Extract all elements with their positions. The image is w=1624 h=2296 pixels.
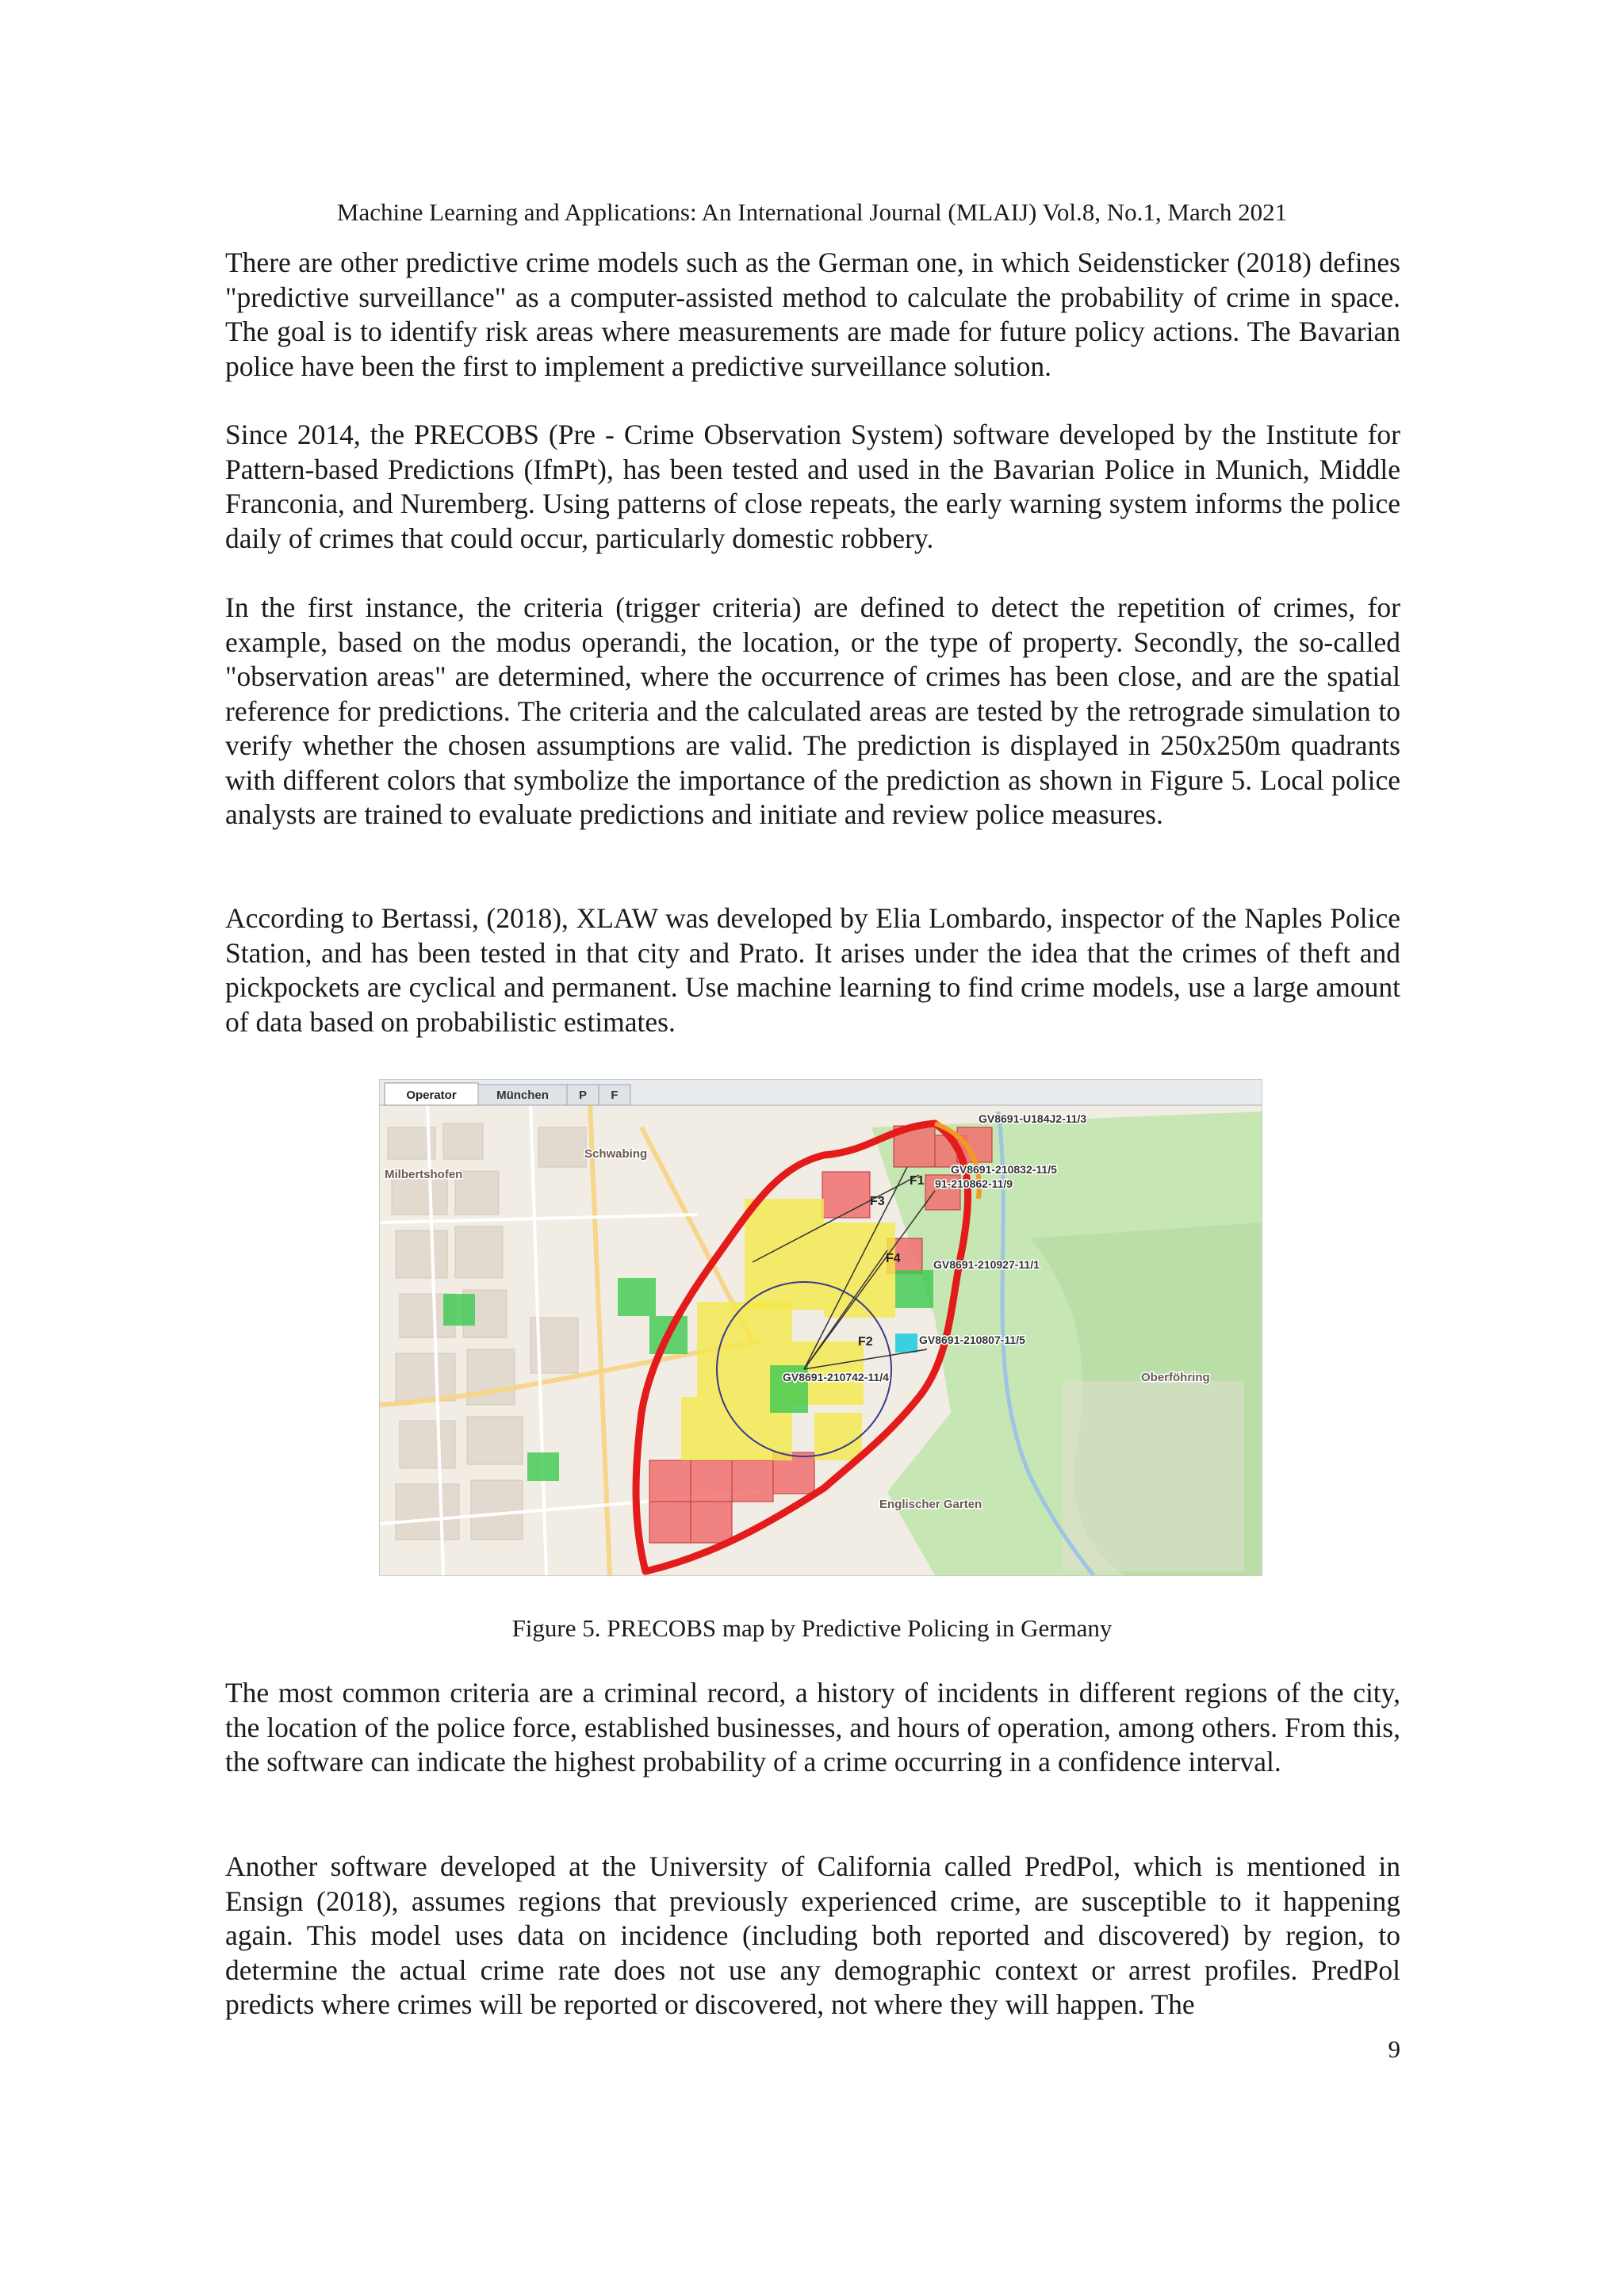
place-label: Oberföhring <box>1141 1371 1210 1384</box>
area-label-f3: F3 <box>870 1195 885 1208</box>
area-label-f2: F2 <box>858 1335 873 1349</box>
area-label-f1: F1 <box>910 1174 925 1188</box>
tab-f[interactable]: F <box>611 1089 619 1102</box>
place-label: Englischer Garten <box>879 1498 982 1511</box>
running-head: Machine Learning and Applications: An International Journal (MLAIJ) Vol.8, No.1, March 2021 <box>336 198 1288 226</box>
case-id-label: 91-210862-11/9 <box>935 1177 1013 1190</box>
place-label: Milbertshofen <box>385 1168 463 1181</box>
case-id-label: GV8691-210807-11/5 <box>919 1334 1025 1346</box>
paragraph-predpol: Another software developed at the University of California called PredPol, which is mentioned in Ensign (2018), assumes regions that previously experienced crime, are susceptible to it happening again. This model uses data on incidence (including both reported and discovered) by region, to determine the actual crime rate does not use any demographic context or arrest profiles. PredPol predicts where crimes will be reported or discovered, not where they will happen. The <box>225 1850 1400 2020</box>
case-id-label: GV8691-210742-11/4 <box>783 1371 889 1383</box>
tab-p[interactable]: P <box>578 1089 588 1102</box>
paragraph-xlaw: According to Bertassi, (2018), XLAW was developed by Elia Lombardo, inspector of the Naples Police Station, and has been tested in that city and Prato. It arises under the idea that the crimes of theft and pickpockets are cyclical and permanent. Use machine learning to find crime models, use a large amount of data based on probabilistic estimates. <box>225 902 1400 1038</box>
place-label: Schwabing <box>584 1147 648 1161</box>
paragraph-common-criteria: The most common criteria are a criminal record, a history of incidents in different regions of the city, the location of the police force, established businesses, and hours of operation, among others. From this, the software can indicate the highest probability of a crime occurring in a confidence interval. <box>225 1677 1400 1777</box>
paragraph-predictive-surveillance: There are other predictive crime models such as the German one, in which Seidensticker (2018) defines "predictive surveillance" as a computer-assisted method to calculate the probability of crime in space. The goal is to identify risk areas where measurements are made for future policy actions. The Bavarian police have been the first to implement a predictive surveillance solution. <box>225 247 1400 382</box>
tab-munchen[interactable]: München <box>496 1089 549 1102</box>
case-id-label: GV8691-210927-11/1 <box>933 1258 1040 1271</box>
precobs-map-figure <box>379 1079 1262 1576</box>
tab-operator[interactable]: Operator <box>406 1089 457 1102</box>
paragraph-trigger-criteria: In the first instance, the criteria (trigger criteria) are defined to detect the repetition of crimes, for example, based on the modus operandi, the location, or the type of property. Secondly, the so-called "observation areas" are determined, where the occurrence of crimes has been close, and are the spatial reference for predictions. The criteria and the calculated areas are tested by the retrograde simulation to verify whether the chosen assumptions are valid. The prediction is displayed in 250x250m quadrants with different colors that symbolize the importance of the prediction as shown in Figure 5. Local police analysts are trained to evaluate predictions and initiate and review police measures. <box>225 591 1400 830</box>
figure-caption: Figure 5. PRECOBS map by Predictive Policing in Germany <box>511 1614 1113 1642</box>
case-id-label: GV8691-210832-11/5 <box>951 1163 1057 1176</box>
paragraph-precobs: Since 2014, the PRECOBS (Pre - Crime Observation System) software developed by the Institute for Pattern-based Predictions (IfmPt), has been tested and used in the Bavarian Police in Munich, Middle Franconia, and Nuremberg. Using patterns of close repeats, the early warning system informs the police daily of crimes that could occur, particularly domestic robbery. <box>225 419 1400 554</box>
case-id-label: GV8691-U184J2-11/3 <box>979 1112 1087 1125</box>
page-number: 9 <box>1388 2035 1400 2063</box>
area-label-f4: F4 <box>886 1252 901 1265</box>
